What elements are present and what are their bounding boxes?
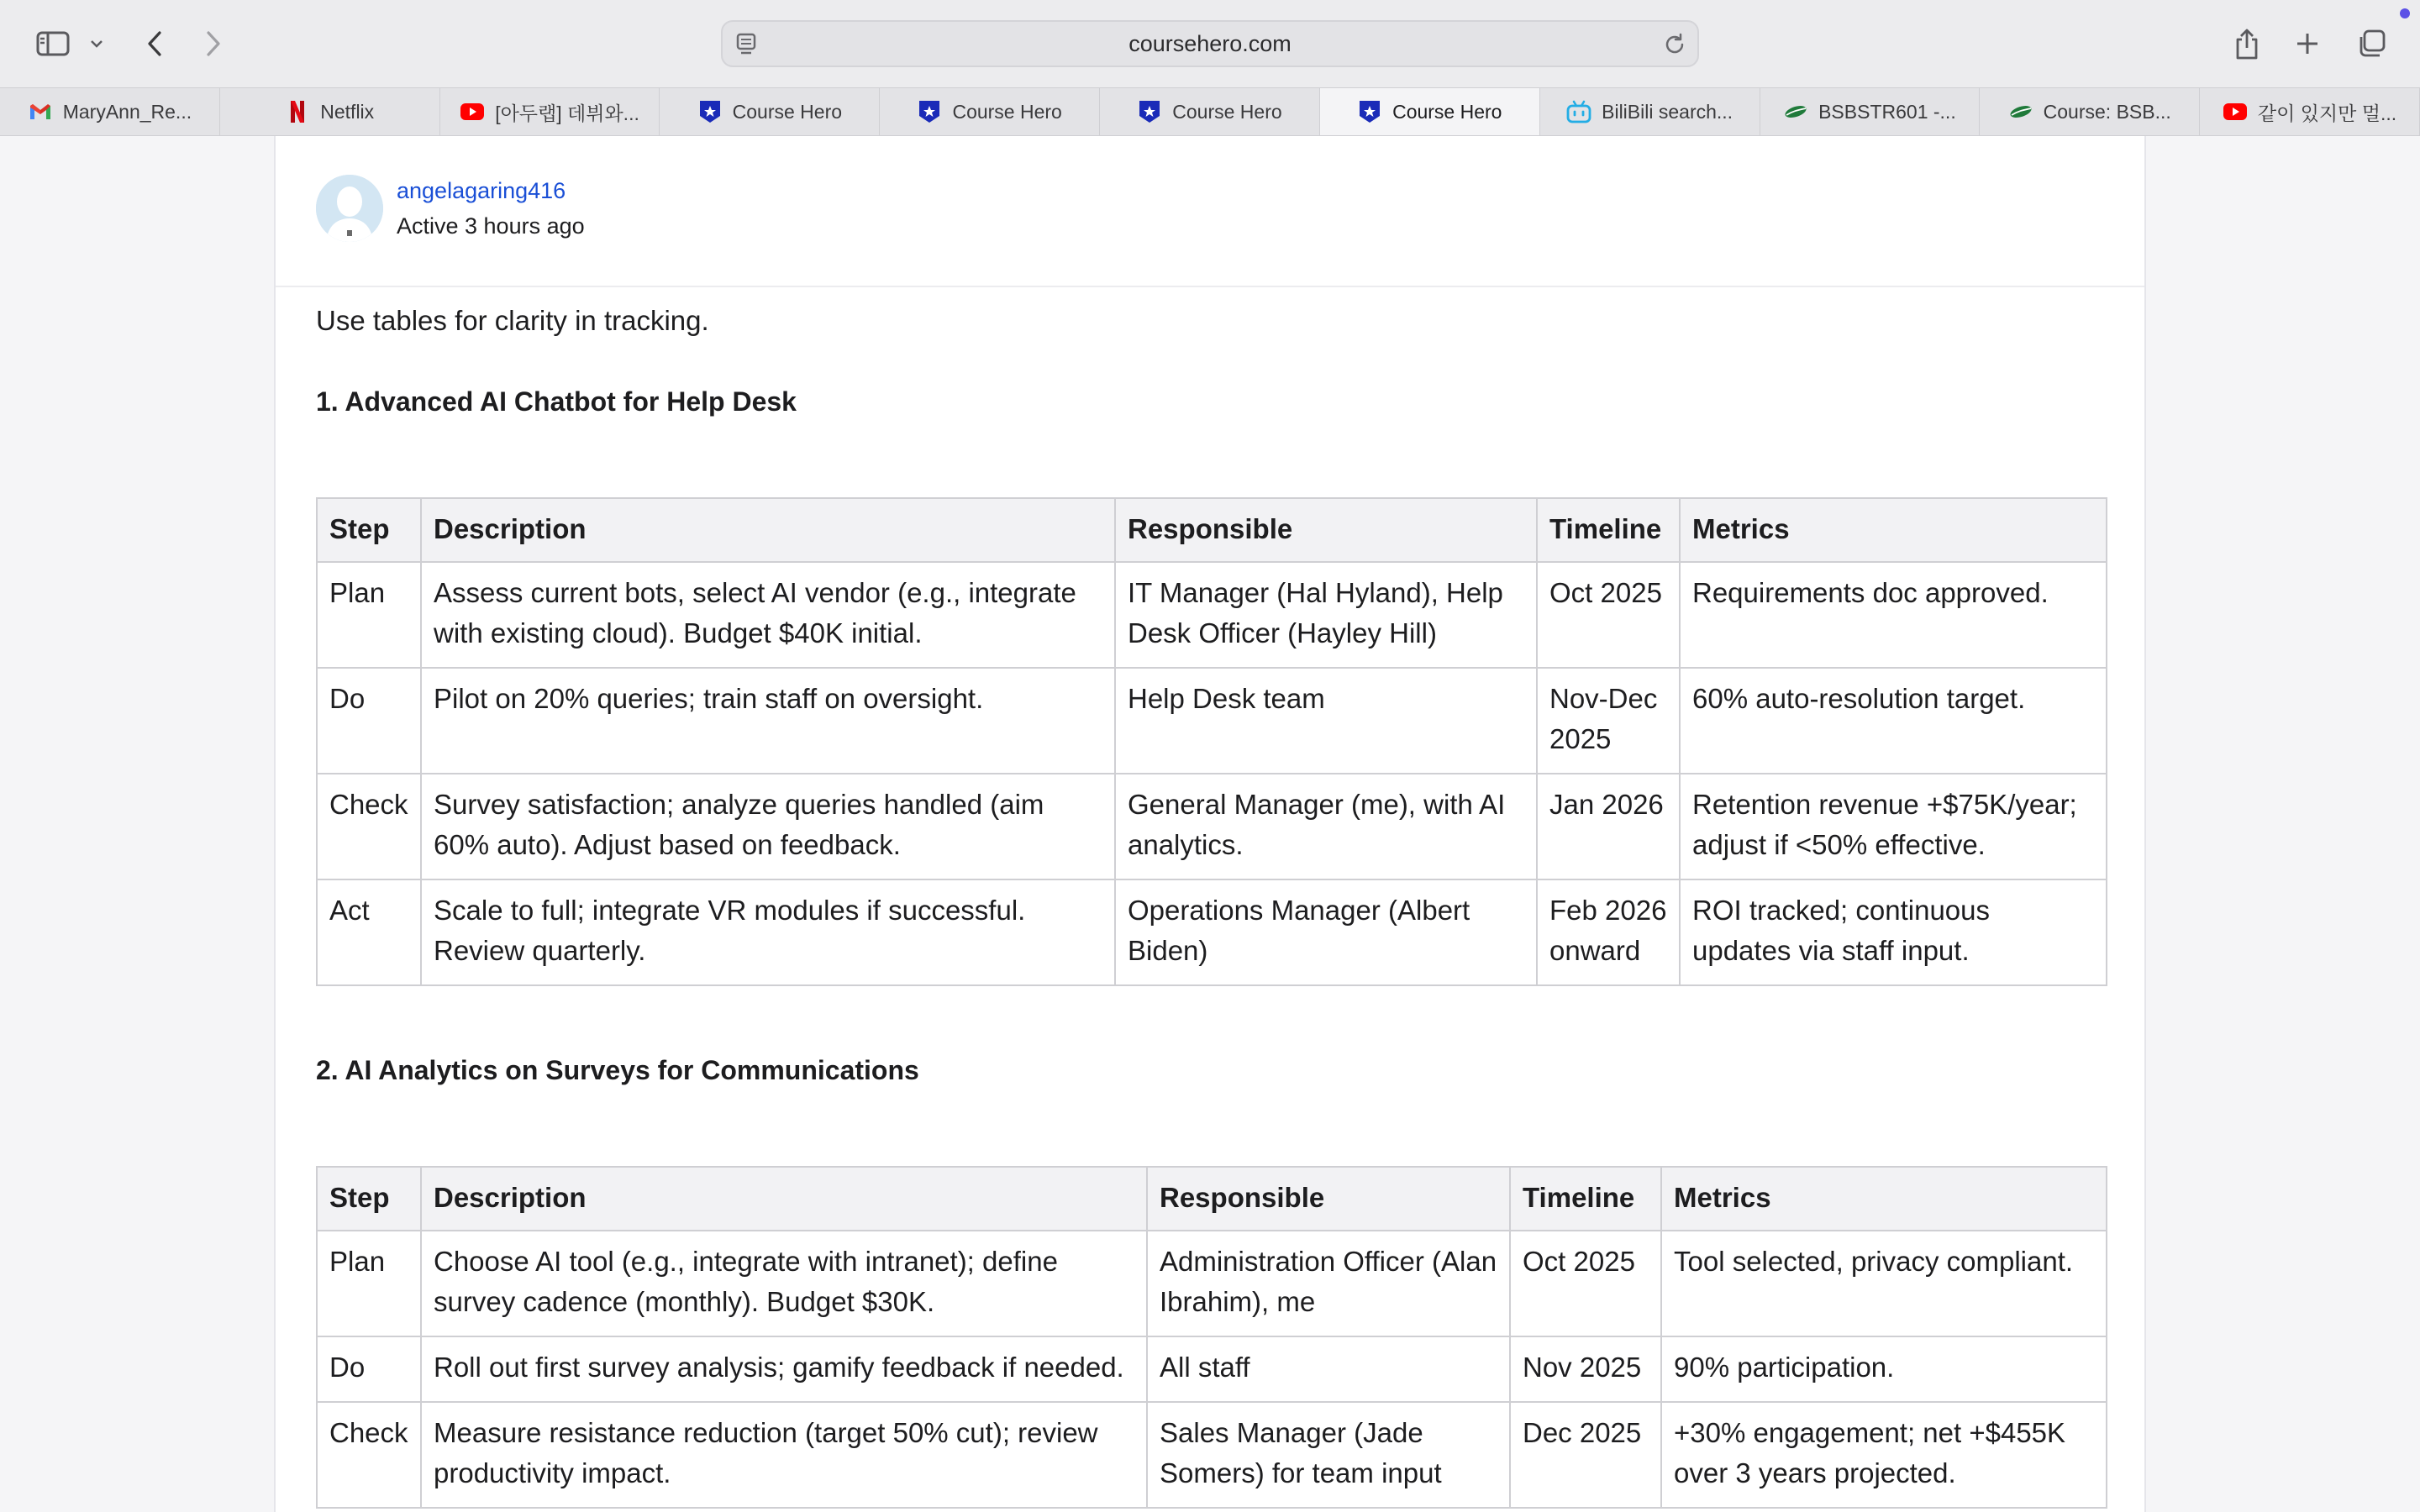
pdca-table bbox=[316, 1166, 2107, 1509]
avatar[interactable] bbox=[316, 175, 383, 242]
cell-metrics: 60% auto-resolution target. bbox=[1680, 668, 2107, 774]
cell-metrics: Retention revenue +$75K/year; adjust if <50% effective. bbox=[1680, 774, 2107, 879]
cell-metrics: Requirements doc approved. bbox=[1680, 562, 2107, 668]
table-header-row bbox=[317, 1167, 2107, 1231]
tab-coursehero-2[interactable] bbox=[880, 88, 1100, 135]
tab-coursehero-3[interactable] bbox=[1100, 88, 1320, 135]
column-header-description: Description bbox=[421, 1167, 1147, 1231]
cell-timeline: Nov 2025 bbox=[1510, 1336, 1661, 1402]
cell-metrics: 90% participation. bbox=[1661, 1336, 2107, 1402]
cell-description: Assess current bots, select AI vendor (e.g., integrate with existing cloud). Budget $40K initial. bbox=[421, 562, 1115, 668]
cell-description: Scale to full; integrate VR modules if successful. Review quarterly. bbox=[421, 879, 1115, 985]
share-icon bbox=[2234, 28, 2260, 60]
cell-metrics: +30% engagement; net +$455K over 3 years projected. bbox=[1661, 1402, 2107, 1508]
url-text: coursehero.com bbox=[1128, 31, 1292, 56]
chevron-left-icon bbox=[145, 29, 164, 58]
cell-description: Survey satisfaction; analyze queries handled (aim 60% auto). Adjust based on feedback. bbox=[421, 774, 1115, 879]
tab-label: 같이 있지만 멀... bbox=[2257, 102, 2397, 124]
cell-responsible: All staff bbox=[1147, 1336, 1510, 1402]
tab-bsbstr601[interactable] bbox=[1760, 88, 1981, 135]
cell-responsible: Operations Manager (Albert Biden) bbox=[1115, 879, 1537, 985]
cell-description: Roll out first survey analysis; gamify feedback if needed. bbox=[421, 1336, 1147, 1402]
tab-netflix[interactable] bbox=[220, 88, 440, 135]
column-header-step: Step bbox=[317, 1167, 421, 1231]
coursehero-icon bbox=[917, 99, 942, 124]
cell-description: Measure resistance reduction (target 50% cut); review productivity impact. bbox=[421, 1402, 1147, 1508]
author-username-link[interactable]: angelagaring416 bbox=[397, 178, 566, 203]
cell-timeline: Oct 2025 bbox=[1537, 562, 1680, 668]
table-header-row bbox=[317, 498, 2107, 562]
chevron-right-icon bbox=[204, 29, 223, 58]
answer-body bbox=[316, 301, 2107, 1509]
tab-bilibili[interactable] bbox=[1540, 88, 1760, 135]
cell-timeline: Oct 2025 bbox=[1510, 1231, 1661, 1336]
gmail-icon bbox=[28, 99, 53, 124]
column-header-responsible: Responsible bbox=[1115, 498, 1537, 562]
cell-responsible: Administration Officer (Alan Ibrahim), me bbox=[1147, 1231, 1510, 1336]
column-header-metrics: Metrics bbox=[1661, 1167, 2107, 1231]
cell-step: Do bbox=[317, 1336, 421, 1402]
section-title: 2. AI Analytics on Surveys for Communications bbox=[316, 1055, 919, 1085]
tab-youtube-1[interactable] bbox=[440, 88, 660, 135]
table-row bbox=[317, 562, 2107, 668]
youtube-icon bbox=[2223, 99, 2248, 124]
divider bbox=[276, 286, 2144, 287]
cell-timeline: Dec 2025 bbox=[1510, 1402, 1661, 1508]
tab-youtube-2[interactable] bbox=[2200, 88, 2420, 135]
column-header-timeline: Timeline bbox=[1537, 498, 1680, 562]
sidebar-toggle-button[interactable] bbox=[32, 18, 74, 69]
tab-course-bsb[interactable] bbox=[1980, 88, 2200, 135]
cell-timeline: Feb 2026 onward bbox=[1537, 879, 1680, 985]
tab-label: Course Hero bbox=[1172, 100, 1282, 123]
column-header-timeline: Timeline bbox=[1510, 1167, 1661, 1231]
section-title: 1. Advanced AI Chatbot for Help Desk bbox=[316, 386, 797, 417]
coursehero-icon bbox=[697, 99, 723, 124]
cell-description: Choose AI tool (e.g., integrate with intranet); define survey cadence (monthly). Budget $30K. bbox=[421, 1231, 1147, 1336]
default-avatar-icon bbox=[316, 175, 383, 242]
cell-responsible: General Manager (me), with AI analytics. bbox=[1115, 774, 1537, 879]
tab-coursehero-active[interactable] bbox=[1320, 88, 1540, 135]
sidebar-icon bbox=[36, 31, 70, 56]
column-header-description: Description bbox=[421, 498, 1115, 562]
address-bar[interactable] bbox=[721, 20, 1699, 67]
chevron-down-icon bbox=[89, 39, 104, 49]
table-row bbox=[317, 879, 2107, 985]
column-header-responsible: Responsible bbox=[1147, 1167, 1510, 1231]
tab-label: Course Hero bbox=[952, 100, 1062, 123]
cell-step: Check bbox=[317, 1402, 421, 1508]
cell-responsible: Sales Manager (Jade Somers) for team input bbox=[1147, 1402, 1510, 1508]
tab-bar bbox=[0, 87, 2420, 136]
netflix-icon bbox=[285, 99, 310, 124]
cell-step: Plan bbox=[317, 1231, 421, 1336]
table-row bbox=[317, 1402, 2107, 1508]
page-content bbox=[0, 136, 2420, 1512]
author-status: Active 3 hours ago bbox=[397, 213, 585, 239]
tab-group-menu-button[interactable] bbox=[86, 18, 108, 69]
leaf-icon bbox=[1783, 99, 1808, 124]
cell-timeline: Nov-Dec 2025 bbox=[1537, 668, 1680, 774]
cell-step: Plan bbox=[317, 562, 421, 668]
tab-label: [아두랩] 데뷔와... bbox=[495, 102, 639, 124]
pdca-table bbox=[316, 497, 2107, 986]
cell-responsible: Help Desk team bbox=[1115, 668, 1537, 774]
cell-step: Act bbox=[317, 879, 421, 985]
back-button[interactable] bbox=[139, 18, 170, 69]
cell-timeline: Jan 2026 bbox=[1537, 774, 1680, 879]
cell-step: Do bbox=[317, 668, 421, 774]
share-button[interactable] bbox=[2232, 18, 2262, 69]
reload-icon[interactable] bbox=[1662, 32, 1687, 57]
tab-label: Course Hero bbox=[732, 100, 843, 123]
cell-metrics: ROI tracked; continuous updates via staff input. bbox=[1680, 879, 2107, 985]
cell-responsible: IT Manager (Hal Hyland), Help Desk Officer (Hayley Hill) bbox=[1115, 562, 1537, 668]
column-header-step: Step bbox=[317, 498, 421, 562]
plus-icon bbox=[2295, 31, 2320, 56]
cell-description: Pilot on 20% queries; train staff on oversight. bbox=[421, 668, 1115, 774]
leaf-icon bbox=[2008, 99, 2033, 124]
tab-label: BSBSTR601 -... bbox=[1818, 100, 1956, 123]
tab-label: Course: BSB... bbox=[2043, 100, 2171, 123]
browser-toolbar bbox=[0, 0, 2420, 87]
tab-overview-button[interactable] bbox=[2354, 18, 2388, 69]
notification-dot bbox=[2400, 8, 2410, 18]
tab-label: Netflix bbox=[320, 100, 375, 123]
cell-step: Check bbox=[317, 774, 421, 879]
answer-card bbox=[274, 136, 2146, 1512]
tab-gmail[interactable] bbox=[0, 88, 220, 135]
table-row bbox=[317, 1336, 2107, 1402]
table-row bbox=[317, 1231, 2107, 1336]
intro-text: Use tables for clarity in tracking. bbox=[316, 305, 709, 336]
tab-label: MaryAnn_Re... bbox=[62, 100, 192, 123]
new-tab-button[interactable] bbox=[2292, 18, 2323, 69]
tab-coursehero-1[interactable] bbox=[660, 88, 880, 135]
tab-label: BiliBili search... bbox=[1602, 100, 1733, 123]
coursehero-icon bbox=[1357, 99, 1382, 124]
bilibili-icon bbox=[1566, 99, 1591, 124]
youtube-icon bbox=[460, 99, 485, 124]
tab-overview-icon bbox=[2356, 29, 2386, 59]
column-header-metrics: Metrics bbox=[1680, 498, 2107, 562]
tab-label: Course Hero bbox=[1392, 100, 1502, 123]
cell-metrics: Tool selected, privacy compliant. bbox=[1661, 1231, 2107, 1336]
table-row bbox=[317, 774, 2107, 879]
forward-button[interactable] bbox=[198, 18, 229, 69]
table-row bbox=[317, 668, 2107, 774]
coursehero-icon bbox=[1137, 99, 1162, 124]
